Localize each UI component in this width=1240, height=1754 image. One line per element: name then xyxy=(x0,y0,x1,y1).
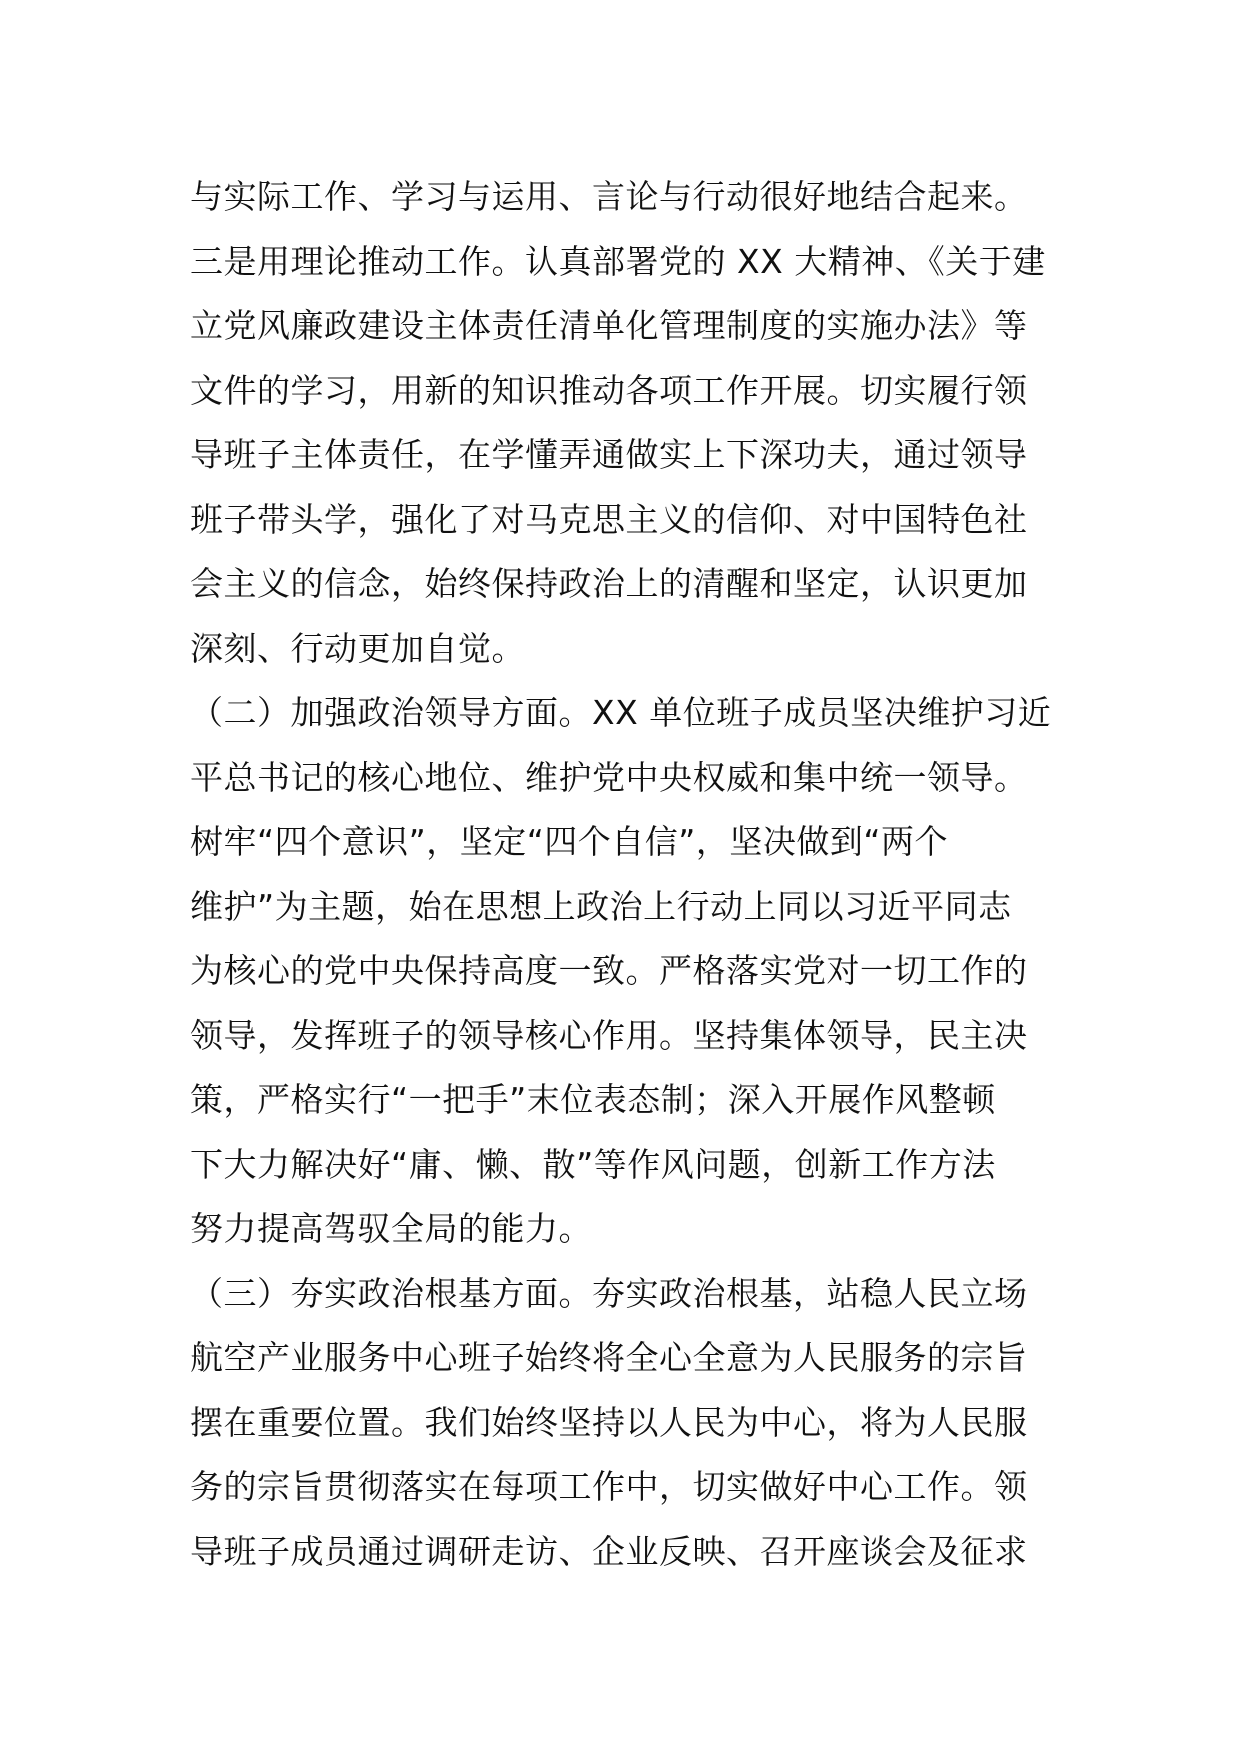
text-line: （二）加强政治领导方面。XX 单位班子成员坚决维护习近 xyxy=(190,693,1052,732)
text-line: 文件的学习，用新的知识推动各项工作开展。切实履行领 xyxy=(190,370,1028,410)
text-line: 导班子主体责任，在学懂弄通做实上下深功夫，通过领导 xyxy=(190,435,1028,474)
text-line: 树牢“四个意识”，坚定“四个自信”，坚决做到“两个 xyxy=(190,822,948,861)
text-line: 三是用理论推动工作。认真部署党的 XX 大精神、《关于建 xyxy=(190,241,1046,281)
text-line: 深刻、行动更加自觉。 xyxy=(190,628,525,668)
text-line: 班子带头学，强化了对马克思主义的信仰、对中国特色社 xyxy=(190,499,1028,539)
text-line: 领导，发挥班子的领导核心作用。坚持集体领导，民主决 xyxy=(190,1015,1028,1055)
text-line: 努力提高驾驭全局的能力。 xyxy=(190,1209,592,1248)
text-line: 策，严格实行“一把手”末位表态制；深入开展作风整顿 xyxy=(190,1080,996,1119)
text-line: 与实际工作、学习与运用、言论与行动很好地结合起来。 xyxy=(190,177,1028,216)
text-line: 立党风廉政建设主体责任清单化管理制度的实施办法》等 xyxy=(190,306,1028,345)
text-line: 摆在重要位置。我们始终坚持以人民为中心，将为人民服 xyxy=(190,1402,1028,1442)
text-line: 导班子成员通过调研走访、企业反映、召开座谈会及征求 xyxy=(190,1531,1028,1571)
text-line: （三）夯实政治根基方面。夯实政治根基，站稳人民立场 xyxy=(190,1273,1028,1313)
text-line: 平总书记的核心地位、维护党中央权威和集中统一领导。 xyxy=(190,757,1028,797)
text-line: 维护”为主题，始在思想上政治上行动上同以习近平同志 xyxy=(190,886,1012,926)
text-line: 为核心的党中央保持高度一致。严格落实党对一切工作的 xyxy=(190,951,1028,990)
text-line: 航空产业服务中心班子始终将全心全意为人民服务的宗旨 xyxy=(190,1338,1028,1377)
text-line: 下大力解决好“庸、懒、散”等作风问题，创新工作方法 xyxy=(190,1144,996,1184)
text-line: 务的宗旨贯彻落实在每项工作中，切实做好中心工作。领 xyxy=(190,1467,1028,1506)
body-text xyxy=(190,165,1060,1584)
text-line: 会主义的信念，始终保持政治上的清醒和坚定，认识更加 xyxy=(190,564,1028,603)
